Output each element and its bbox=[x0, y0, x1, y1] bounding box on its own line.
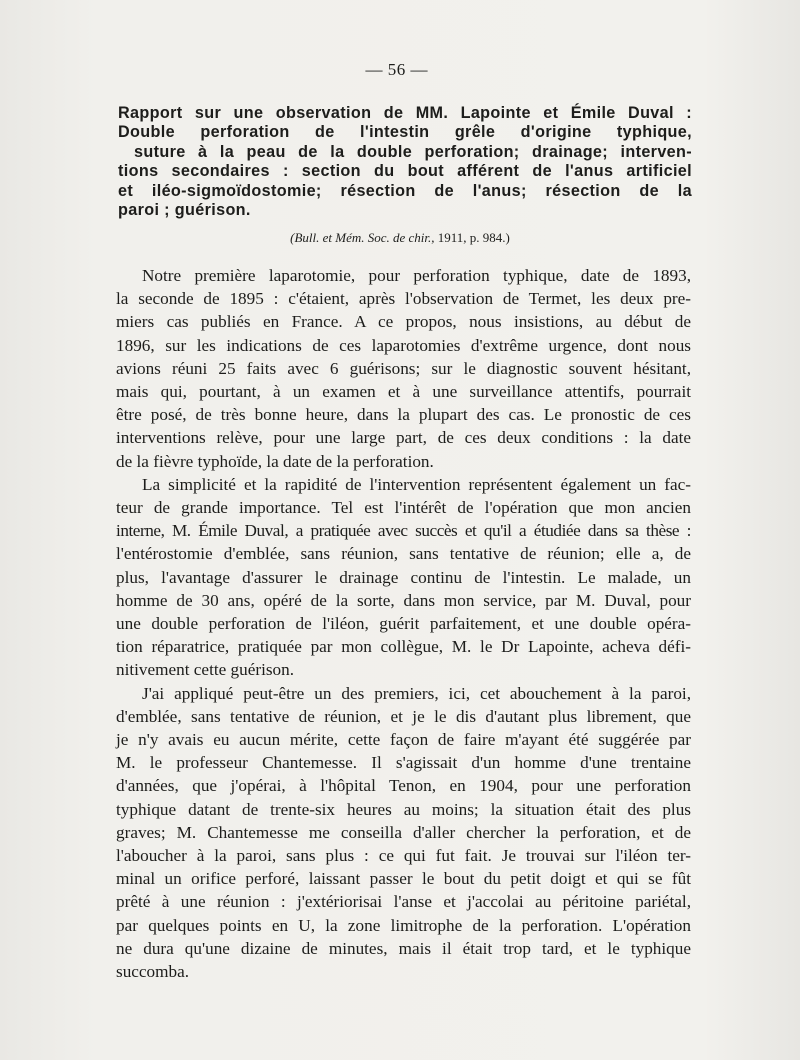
title-line: tions secondaires : section du bout afférent de l'anus artificiel bbox=[118, 162, 692, 181]
text-line: de la fièvre typhoïde, la date de la perforation. bbox=[116, 451, 434, 471]
text-line: La simplicité et la rapidité de l'intervention représentent également un fac- bbox=[142, 474, 691, 494]
text-line: d'années, que j'opérai, à l'hôpital Tenon, en 1904, pour une perforation bbox=[116, 776, 691, 796]
text-line: prêté à une réunion : j'extériorisai l'anse et j'accolai au péritoine pariétal, bbox=[116, 892, 691, 912]
text-line: M. le professeur Chantemesse. Il s'agissait d'un homme d'une trentaine bbox=[116, 753, 691, 773]
title-line: et iléo-sigmoïdostomie; résection de l'anus; résection de la bbox=[118, 181, 692, 200]
text-line: interventions relève, pour une large part, de ces deux conditions : la date bbox=[116, 428, 691, 448]
text-line: la seconde de 1895 : c'étaient, après l'observation de Termet, les deux pre- bbox=[116, 289, 691, 309]
text-line: miers cas publiés en France. A ce propos, nous insistions, au début de bbox=[116, 312, 691, 332]
title-line: suture à la peau de la double perforation; drainage; interven- bbox=[134, 142, 692, 161]
text-line: je n'y avais eu aucun mérite, cette façon de faire m'ayant été suggérée par bbox=[116, 730, 691, 750]
page-number bbox=[0, 60, 800, 80]
text-line: succomba. bbox=[116, 962, 190, 982]
text-line: par quelques points en U, la zone limitrophe de la perforation. L'opération bbox=[116, 915, 691, 935]
text-line: tion réparatrice, pratiquée par mon collègue, M. le Dr Lapointe, acheva défi- bbox=[116, 637, 691, 657]
text-line: homme de 30 ans, opéré de la sorte, dans mon service, par M. Duval, pour bbox=[116, 590, 691, 610]
citation-details: 1911, p. 984.) bbox=[437, 230, 510, 245]
title-line: Rapport sur une observation de MM. Lapointe et Émile Duval : bbox=[118, 104, 692, 122]
text-line: d'emblée, sans tentative de réunion, et je le dis d'autant plus librement, que bbox=[116, 706, 691, 726]
title-line: Double perforation de l'intestin grêle d'origine typhique, bbox=[118, 123, 692, 142]
text-line: l'aboucher à la paroi, sans plus : ce qui fut fait. Je trouvai sur l'iléon ter- bbox=[116, 846, 691, 866]
text-line: ne dura qu'une dizaine de minutes, mais il était trop tard, et le typhique bbox=[116, 938, 691, 958]
text-line: minal un orifice perforé, laissant passer le bout du petit doigt et qui se fût bbox=[116, 869, 691, 889]
text-line: 1896, sur les indications de ces laparotomies d'extrême urgence, dont nous bbox=[116, 335, 691, 355]
report-title bbox=[118, 104, 692, 220]
paragraph-3 bbox=[116, 682, 691, 984]
text-line: Notre première laparotomie, pour perforation typhique, date de 1893, bbox=[142, 266, 691, 285]
text-line: interne, M. Émile Duval, a pratiquée avec succès et qu'il a étudiée dans sa thèse : bbox=[116, 521, 691, 541]
text-line: graves; M. Chantemesse me conseilla d'aller chercher la perforation, et de bbox=[116, 822, 691, 842]
text-line: avions réuni 25 faits avec 6 guérisons; sur le diagnostic souvent hésitant, bbox=[116, 358, 691, 378]
title-line: paroi ; guérison. bbox=[118, 201, 251, 220]
paragraph-1 bbox=[116, 264, 691, 473]
text-line: nitivement cette guérison. bbox=[116, 660, 295, 680]
text-line: une double perforation de l'iléon, guérit parfaitement, et une double opéra- bbox=[116, 614, 691, 634]
text-line: être posé, de très bonne heure, dans la plupart des cas. Le pronostic de ces bbox=[116, 405, 691, 425]
body-text bbox=[116, 264, 691, 983]
paragraph-2 bbox=[116, 473, 691, 682]
citation bbox=[0, 230, 800, 246]
page-number-text: — 56 — bbox=[365, 60, 428, 79]
text-line: typhique datant de trente-six heures au moins; la situation était des plus bbox=[116, 799, 691, 819]
text-line: mais qui, pourtant, à un examen et à une surveillance attentifs, pourrait bbox=[116, 382, 691, 402]
text-line: J'ai appliqué peut-être un des premiers, ici, cet abouchement à la paroi, bbox=[142, 683, 691, 703]
text-line: l'entérostomie d'emblée, sans réunion, sans tentative de réunion; elle a, de bbox=[116, 544, 691, 564]
citation-source: (Bull. et Mém. Soc. de chir., bbox=[290, 230, 435, 245]
text-line: teur de grande importance. Tel est l'intérêt de l'opération que mon ancien bbox=[116, 498, 691, 518]
text-line: plus, l'avantage d'assurer le drainage continu de l'intestin. Le malade, un bbox=[116, 567, 691, 587]
